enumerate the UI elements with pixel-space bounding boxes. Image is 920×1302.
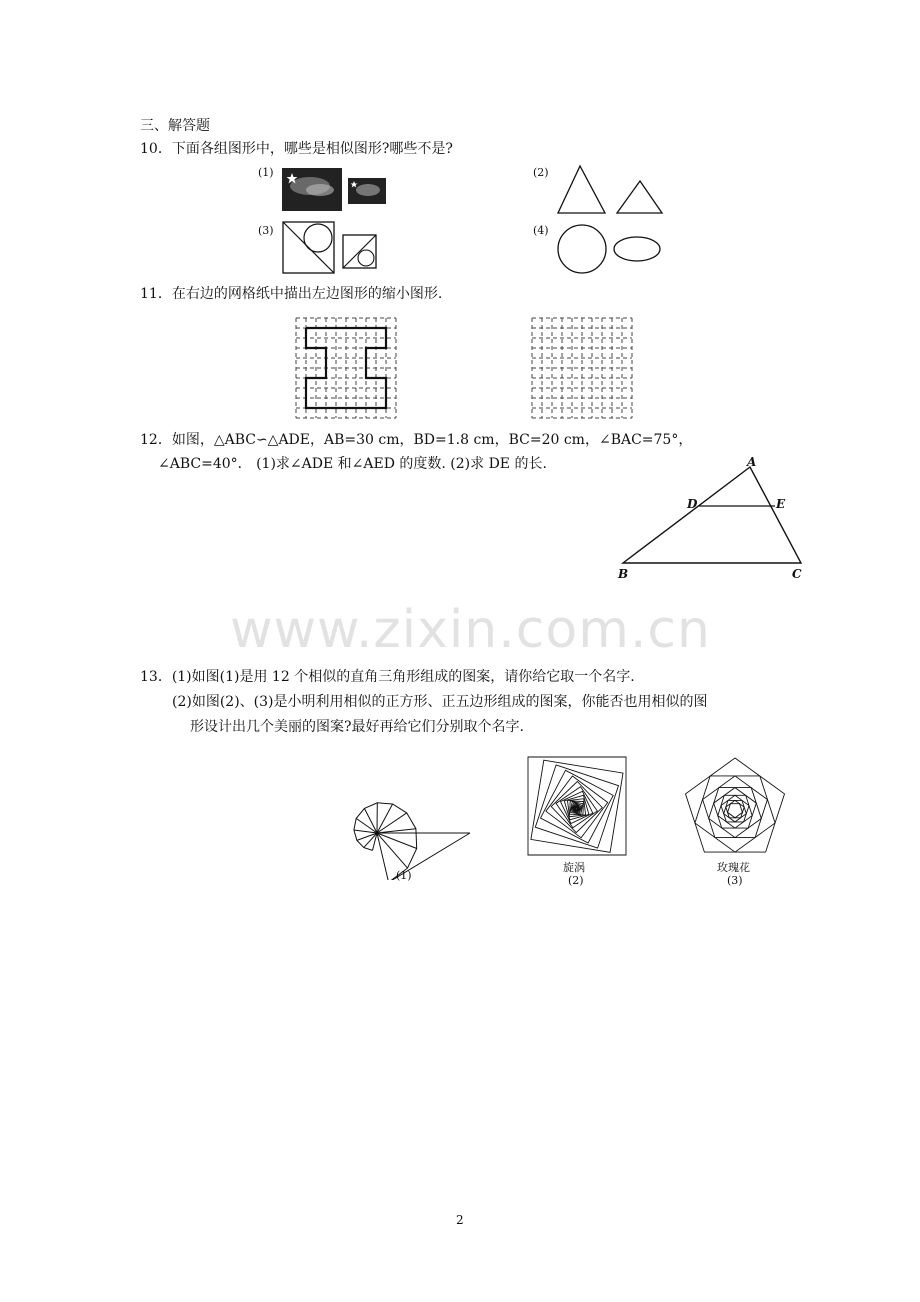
question-10-text: 10．下面各组图形中，哪些是相似图形?哪些不是? — [140, 141, 453, 157]
fig2-caption: (2) — [568, 874, 584, 887]
q13-square-vortex-figure — [526, 755, 628, 857]
q10-triangles-figure — [555, 162, 670, 217]
fig3-caption: (3) — [727, 874, 743, 887]
q10-flags-figure — [280, 166, 392, 214]
question-12-line2: ∠ABC=40°． (1)求∠ADE 和∠AED 的度数. (2)求 DE 的长. — [158, 456, 547, 472]
watermark: www.zixin.com.cn — [230, 600, 711, 660]
point-label-b: B — [618, 567, 629, 581]
q10-squares-circles-figure — [280, 218, 380, 276]
question-13-line3: 形设计出几个美丽的图案?最好再给它们分别取个名字. — [190, 719, 524, 735]
point-label-a: A — [747, 455, 757, 469]
question-12-line1: 12．如图，△ABC∽△ADE，AB=30 cm，BD=1.8 cm，BC=20 cm，∠BAC=75°， — [140, 432, 693, 448]
q10-label-2: (2) — [533, 166, 549, 179]
fig3-title: 玫瑰花 — [717, 861, 750, 874]
q11-target-grid — [526, 312, 638, 424]
q10-label-1: (1) — [258, 166, 274, 179]
q10-label-4: (4) — [533, 224, 549, 237]
question-11-text: 11．在右边的网格纸中描出左边图形的缩小图形. — [140, 286, 443, 302]
point-label-c: C — [792, 567, 802, 581]
question-13-line2: (2)如图(2)、(3)是小明利用相似的正方形、正五边形组成的图案，你能否也用相似的图 — [172, 694, 708, 710]
fig1-caption: (1) — [396, 869, 412, 882]
q10-label-3: (3) — [258, 224, 274, 237]
point-label-e: E — [776, 497, 786, 511]
point-label-d: D — [687, 497, 698, 511]
q11-source-grid — [290, 312, 402, 424]
section-title: 三、解答题 — [140, 118, 210, 134]
page-number: 2 — [456, 1213, 464, 1227]
q13-spiral-triangles-figure — [330, 770, 480, 880]
q13-pentagon-rose-figure — [680, 755, 790, 859]
q10-circle-ellipse-figure — [555, 220, 670, 278]
q12-triangle-figure — [615, 455, 815, 585]
question-13-line1: 13．(1)如图(1)是用 12 个相似的直角三角形组成的图案，请你给它取一个名字. — [140, 669, 635, 685]
fig2-title: 旋涡 — [563, 861, 585, 874]
